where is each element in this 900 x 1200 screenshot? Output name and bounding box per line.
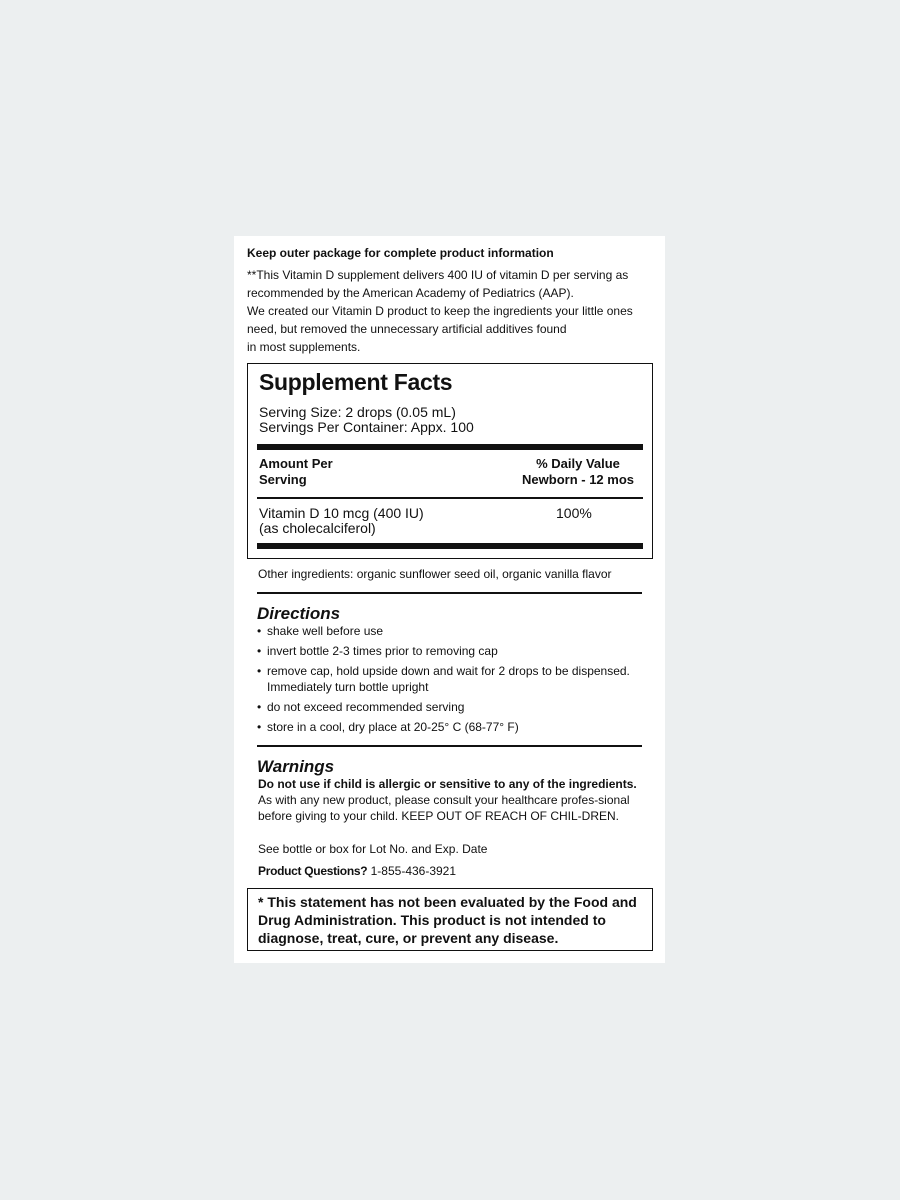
directions-title: Directions <box>257 604 341 623</box>
section-divider <box>257 745 642 747</box>
direction-item: • invert bottle 2-3 times prior to removing cap <box>257 643 637 659</box>
age-range-line: Newborn - 12 mos <box>522 472 634 487</box>
nutrient-name: Vitamin D 10 mcg (400 IU) <box>259 505 424 521</box>
fda-disclaimer: * This statement has not been evaluated by the Food and Drug Administration. This product is not intended to diagnose, treat, cure, or prevent any disease. <box>247 888 653 951</box>
divider-thin <box>257 497 643 499</box>
warning-body: As with any new product, please consult your healthcare profes-sional before giving to your child. KEEP OUT OF REACH OF CHIL-DREN. <box>258 793 630 823</box>
supplement-facts-title: Supplement Facts <box>259 369 453 395</box>
warnings-title: Warnings <box>257 757 335 776</box>
intro-heading: Keep outer package for complete product information <box>247 246 554 260</box>
amount-per-serving-header <box>259 456 333 488</box>
nutrient-vitamin-d <box>259 506 424 536</box>
direction-item: • store in a cool, dry place at 20-25° C (68-77° F) <box>257 719 637 735</box>
serving-info <box>259 405 474 435</box>
other-ingredients: Other ingredients: organic sunflower seed oil, organic vanilla flavor <box>258 567 612 581</box>
supplement-facts-box <box>247 363 653 559</box>
direction-item: • remove cap, hold upside down and wait for 2 drops to be dispensed. Immediately turn bottle upright <box>257 663 637 695</box>
lot-info: See bottle or box for Lot No. and Exp. Date <box>258 842 488 856</box>
questions-label: Product Questions? <box>258 864 368 878</box>
intro-line: in most supplements. <box>247 340 361 354</box>
nutrient-form: (as cholecalciferol) <box>259 520 376 536</box>
intro-line: We created our Vitamin D product to keep the ingredients your little ones <box>247 304 633 318</box>
intro-line: **This Vitamin D supplement delivers 400 IU of vitamin D per serving as <box>247 268 629 282</box>
daily-value-line: % Daily Value <box>536 456 620 471</box>
servings-per-container: Servings Per Container: Appx. 100 <box>259 419 474 435</box>
divider-thick <box>257 444 643 450</box>
product-questions <box>258 864 456 879</box>
intro-line: recommended by the American Academy of Pediatrics (AAP). <box>247 286 574 300</box>
questions-phone: 1-855-436-3921 <box>370 864 457 878</box>
intro-line: need, but removed the unnecessary artificial additives found <box>247 322 567 336</box>
label-panel <box>234 236 665 963</box>
nutrient-daily-value: 100% <box>556 505 592 521</box>
intro-section <box>247 246 652 356</box>
direction-item: • do not exceed recommended serving <box>257 699 637 715</box>
direction-item: • shake well before use <box>257 623 637 639</box>
amount-per-line: Amount Per <box>259 456 333 471</box>
serving-size: Serving Size: 2 drops (0.05 mL) <box>259 404 456 420</box>
warning-allergy: Do not use if child is allergic or sensitive to any of the ingredients. <box>258 777 637 791</box>
directions-list <box>257 623 637 739</box>
section-divider <box>257 592 642 594</box>
daily-value-header <box>522 456 634 488</box>
serving-line: Serving <box>259 472 307 487</box>
divider-thick-bottom <box>257 543 643 549</box>
